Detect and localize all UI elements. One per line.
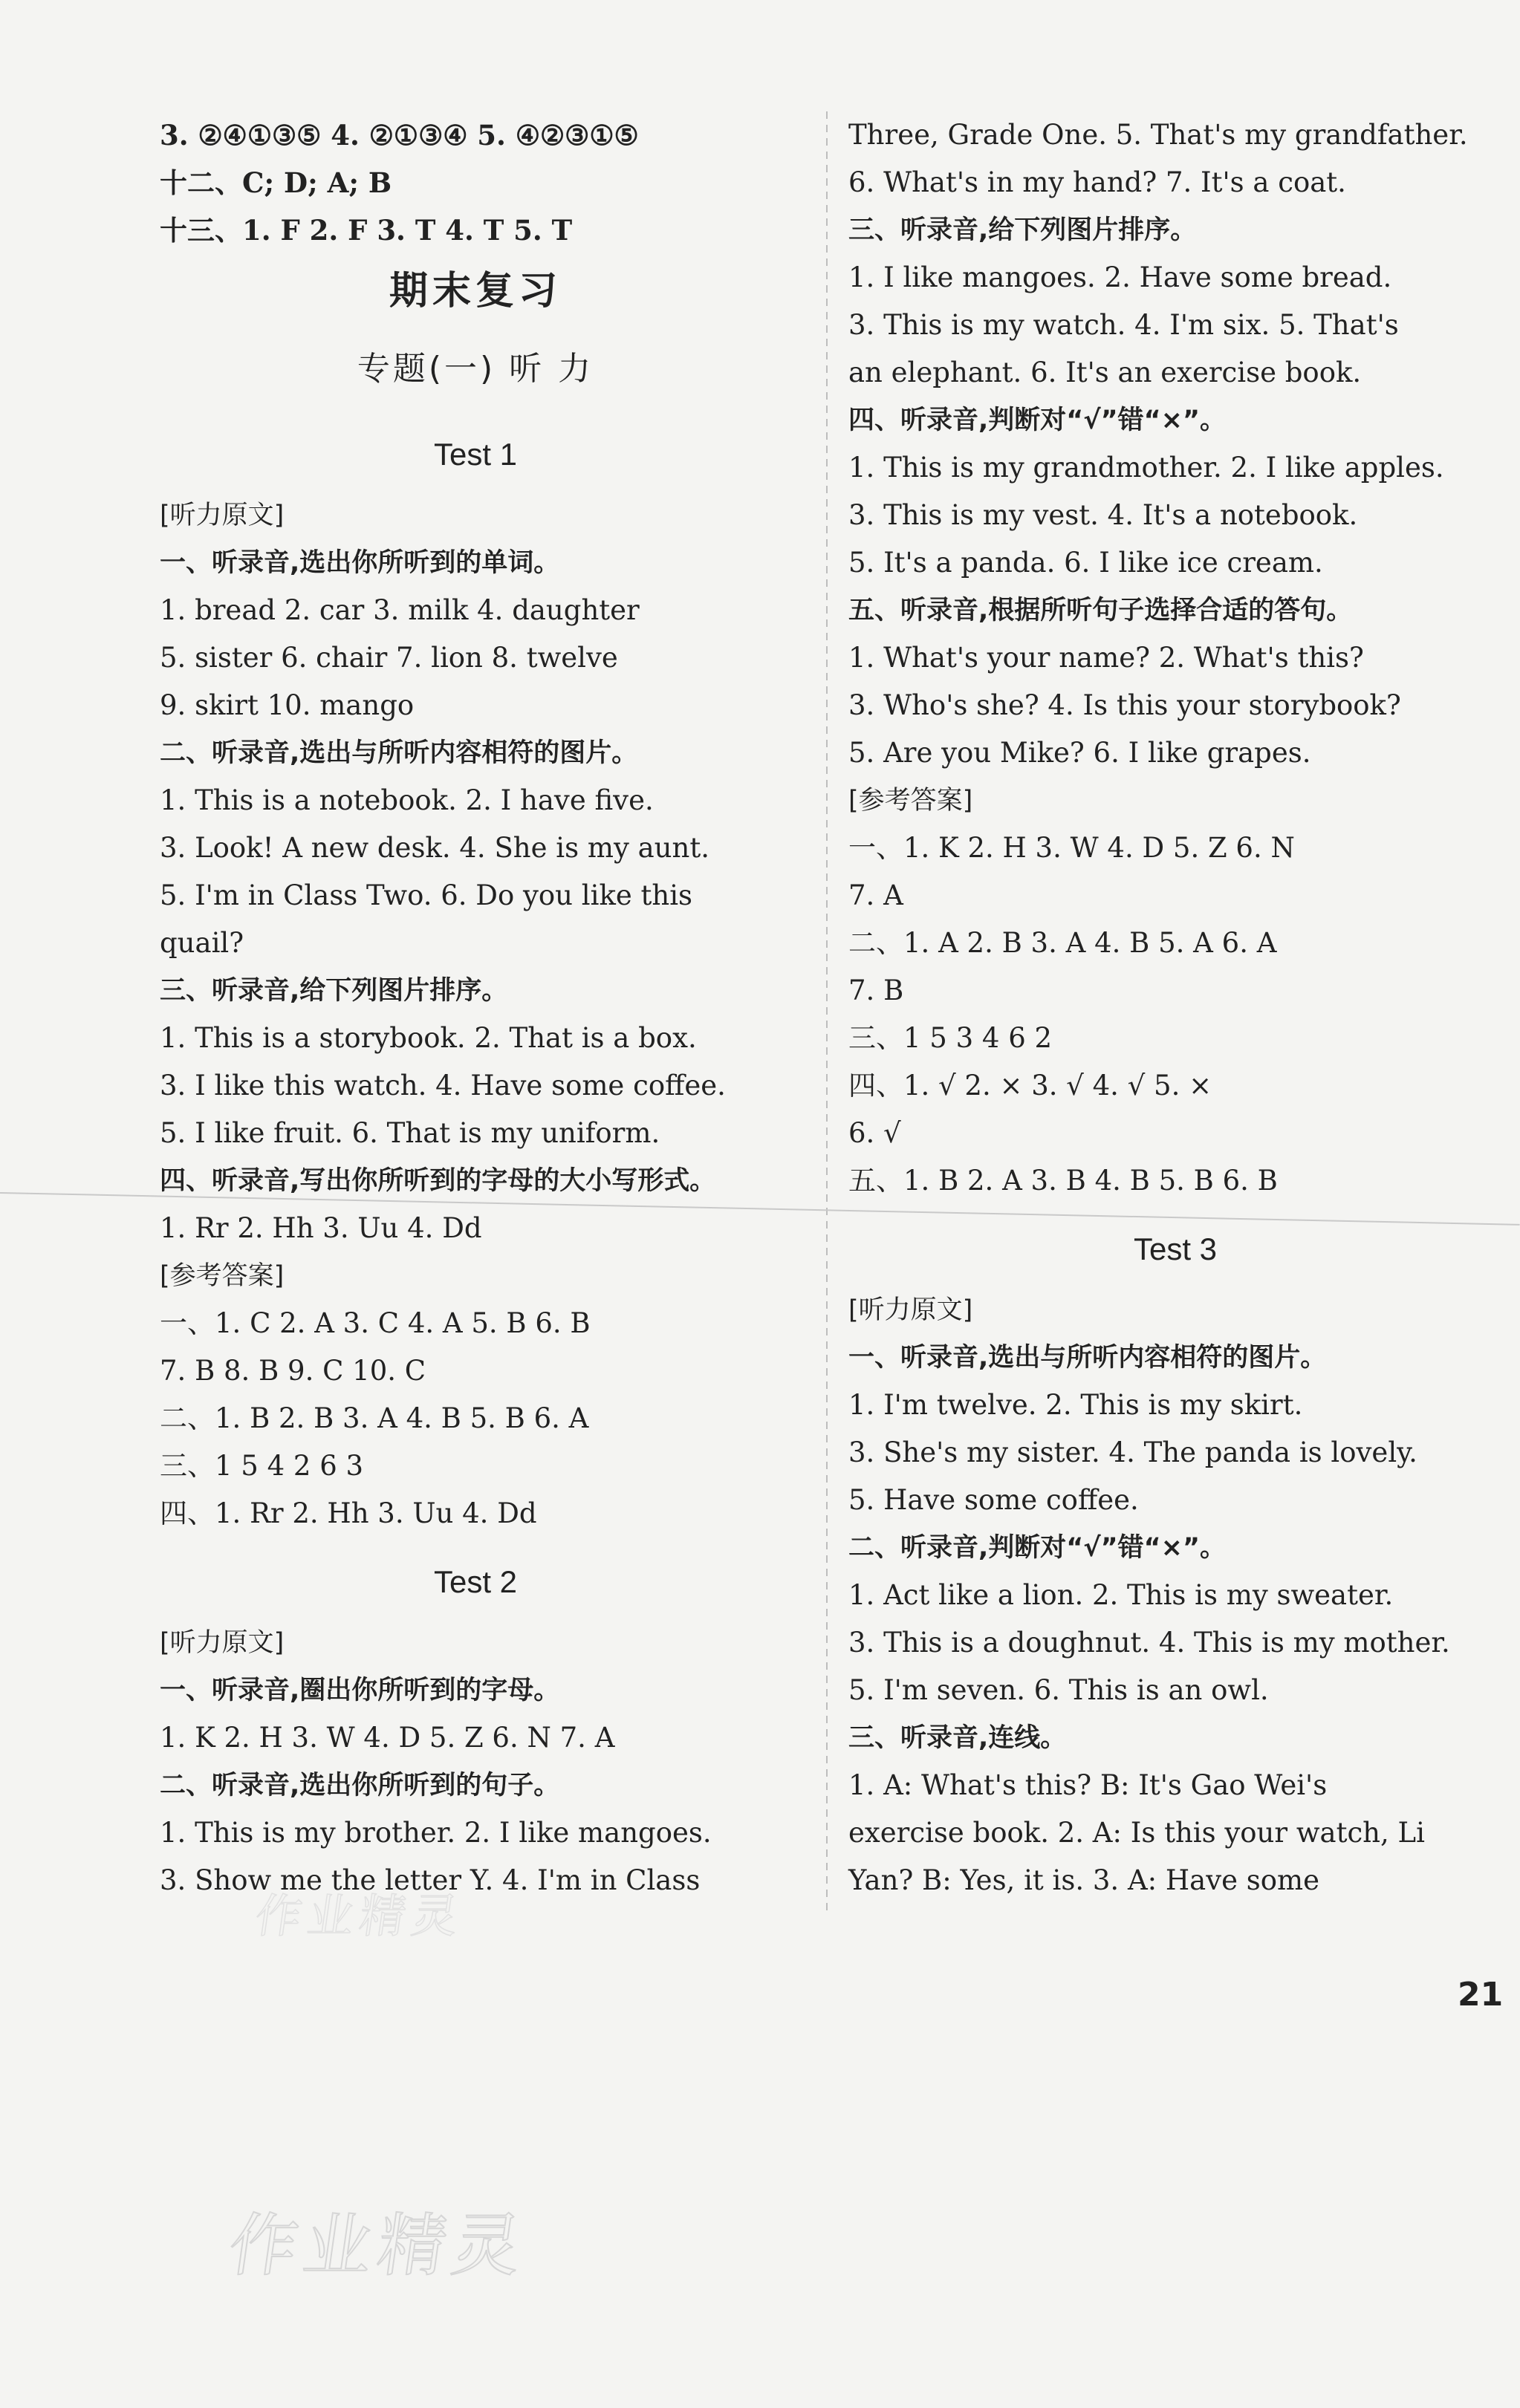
answer-line: 十三、1. F 2. F 3. T 4. T 5. T: [160, 214, 573, 247]
section-heading: 二、听录音,选出你所听到的句子。: [160, 1771, 560, 1800]
test-heading: Test 2: [433, 1564, 518, 1599]
section-heading: 四、听录音,判断对“√”错“×”。: [848, 406, 1226, 435]
section-heading: 二、听录音,选出与所听内容相符的图片。: [160, 738, 638, 768]
section-heading: 三、听录音,连线。: [848, 1723, 1067, 1753]
text-line: 1. K 2. H 3. W 4. D 5. Z 6. N 7. A: [160, 1722, 615, 1754]
section-heading: 一、听录音,圈出你所听到的字母。: [160, 1676, 560, 1705]
column-divider: [826, 111, 828, 1916]
text-line: 五、1. B 2. A 3. B 4. B 5. B 6. B: [848, 1165, 1278, 1197]
text-line: 1. What's your name? 2. What's this?: [848, 642, 1364, 674]
bracket-label: [参考答案]: [160, 1261, 285, 1291]
text-line: 3. I like this watch. 4. Have some coffee.: [160, 1070, 726, 1102]
watermark-logo: 作业精灵: [252, 1889, 468, 1943]
text-line: 1. This is my brother. 2. I like mangoes.: [160, 1817, 712, 1849]
section-heading: 三、听录音,给下列图片排序。: [160, 976, 508, 1006]
text-line: 1. I like mangoes. 2. Have some bread.: [848, 261, 1392, 293]
text-line: quail?: [160, 927, 244, 959]
text-line: 1. bread 2. car 3. milk 4. daughter: [160, 594, 640, 626]
chapter-title: 期末复习: [389, 269, 562, 313]
right-column: [848, 111, 1502, 1904]
watermark-logo: 作业精灵: [224, 2206, 533, 2285]
test-heading: Test 3: [1133, 1231, 1218, 1266]
bracket-label: [听力原文]: [160, 501, 285, 530]
text-line: 3. She's my sister. 4. The panda is lovely.: [848, 1436, 1417, 1468]
text-line: 1. This is a storybook. 2. That is a box.: [160, 1022, 697, 1054]
text-line: 3. Who's she? 4. Is this your storybook?: [848, 689, 1401, 721]
bracket-label: [听力原文]: [848, 1295, 973, 1325]
text-line: 3. Show me the letter Y. 4. I'm in Class: [160, 1864, 701, 1896]
text-line: 一、1. C 2. A 3. C 4. A 5. B 6. B: [160, 1307, 591, 1339]
text-line: 3. This is my vest. 4. It's a notebook.: [848, 499, 1358, 531]
text-line: 三、1 5 4 2 6 3: [160, 1450, 364, 1482]
text-line: 5. Are you Mike? 6. I like grapes.: [848, 737, 1311, 769]
text-line: 6. What's in my hand? 7. It's a coat.: [848, 166, 1346, 198]
text-line: 9. skirt 10. mango: [160, 689, 415, 721]
text-line: 1. I'm twelve. 2. This is my skirt.: [848, 1389, 1303, 1421]
section-heading: 二、听录音,判断对“√”错“×”。: [848, 1533, 1226, 1563]
text-line: 3. This is my watch. 4. I'm six. 5. That's: [848, 309, 1399, 341]
text-line: 一、1. K 2. H 3. W 4. D 5. Z 6. N: [848, 832, 1295, 864]
text-line: 三、1 5 3 4 6 2: [848, 1022, 1053, 1054]
text-line: 5. I'm in Class Two. 6. Do you like this: [160, 879, 693, 911]
text-line: 5. Have some coffee.: [848, 1484, 1139, 1516]
section-heading: 一、听录音,选出你所听到的单词。: [160, 548, 560, 578]
answer-line: 十二、C; D; A; B: [160, 166, 392, 199]
section-heading: 三、听录音,给下列图片排序。: [848, 215, 1197, 245]
text-line: 5. I'm seven. 6. This is an owl.: [848, 1674, 1269, 1706]
section-heading: 一、听录音,选出与所听内容相符的图片。: [848, 1343, 1327, 1373]
section-heading: 四、听录音,写出你所听到的字母的大小写形式。: [160, 1166, 716, 1196]
bracket-label: [参考答案]: [848, 786, 973, 816]
text-line: 二、1. A 2. B 3. A 4. B 5. A 6. A: [848, 927, 1277, 959]
text-line: 3. This is a doughnut. 4. This is my mother.: [848, 1627, 1450, 1659]
left-column: [160, 111, 791, 1904]
answer-line: 3. ②④①③⑤ 4. ②①③④ 5. ④②③①⑤: [160, 119, 639, 152]
text-line: 7. B 8. B 9. C 10. C: [160, 1355, 426, 1387]
text-line: exercise book. 2. A: Is this your watch, Li: [848, 1817, 1425, 1849]
text-line: 1. Act like a lion. 2. This is my sweater.: [848, 1579, 1394, 1611]
text-line: 四、1. Rr 2. Hh 3. Uu 4. Dd: [160, 1497, 537, 1529]
text-line: 5. sister 6. chair 7. lion 8. twelve: [160, 642, 618, 674]
text-line: Three, Grade One. 5. That's my grandfather.: [848, 119, 1468, 151]
text-line: 1. This is a notebook. 2. I have five.: [160, 784, 654, 816]
test-heading: Test 1: [433, 437, 518, 472]
topic-subtitle: 专题(一) 听 力: [357, 350, 594, 388]
text-line: 四、1. √ 2. × 3. √ 4. √ 5. ×: [848, 1070, 1212, 1102]
page-number: 21: [1458, 1976, 1504, 2014]
text-line: 1. A: What's this? B: It's Gao Wei's: [848, 1769, 1328, 1801]
text-line: 7. A: [848, 879, 903, 911]
text-line: 1. Rr 2. Hh 3. Uu 4. Dd: [160, 1212, 482, 1244]
text-line: 7. B: [848, 974, 904, 1006]
section-heading: 五、听录音,根据所听句子选择合适的答句。: [848, 596, 1353, 625]
text-line: 5. It's a panda. 6. I like ice cream.: [848, 547, 1323, 579]
text-line: 3. Look! A new desk. 4. She is my aunt.: [160, 832, 709, 864]
text-line: 6. √: [848, 1117, 901, 1149]
bracket-label: [听力原文]: [160, 1628, 285, 1658]
text-line: Yan? B: Yes, it is. 3. A: Have some: [848, 1864, 1320, 1896]
text-line: 二、1. B 2. B 3. A 4. B 5. B 6. A: [160, 1402, 589, 1434]
text-line: an elephant. 6. It's an exercise book.: [848, 357, 1362, 388]
text-line: 5. I like fruit. 6. That is my uniform.: [160, 1117, 660, 1149]
text-line: 1. This is my grandmother. 2. I like apples.: [848, 452, 1444, 484]
